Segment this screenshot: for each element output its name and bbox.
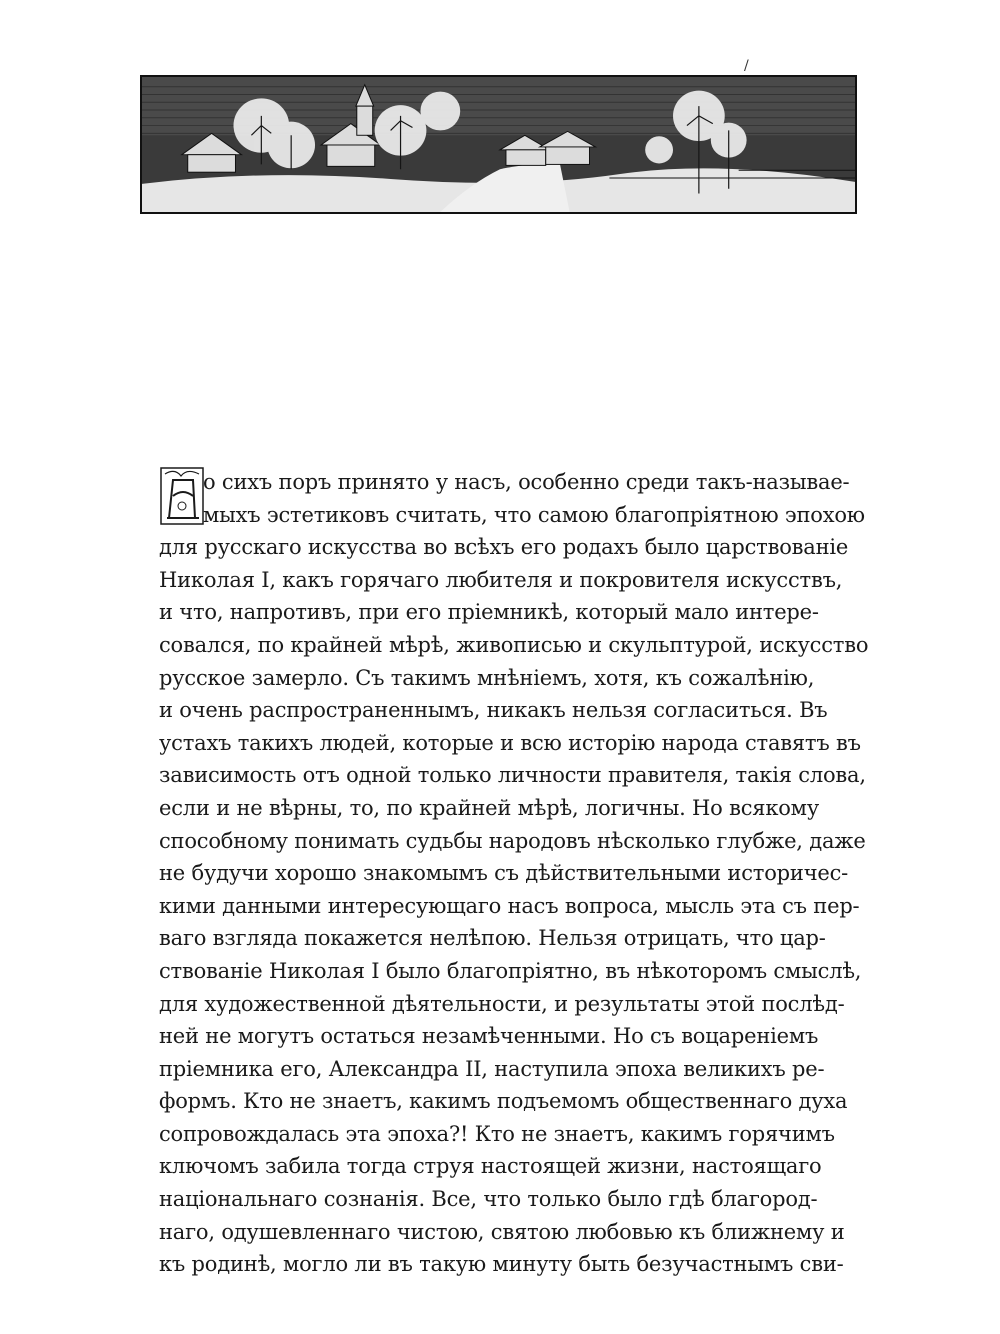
text-line: способному понимать судьбы народовъ нѣсколько глубже, даже xyxy=(159,828,866,853)
text-line: и очень распространеннымъ, никакъ нельзя согласиться. Въ xyxy=(159,698,828,723)
text-line: о сихъ поръ принято у насъ, особенно среди такъ-называе- xyxy=(203,470,850,494)
text-line: ствованіе Николая I было благопріятно, въ нѣкоторомъ смыслѣ, xyxy=(159,958,862,983)
text-line: наго, одушевленнаго чистою, святою любовью къ ближнему и xyxy=(159,1219,845,1244)
text-line: устахъ такихъ людей, которые и всю исторію народа ставятъ въ xyxy=(159,730,861,755)
text-line: національнаго сознанія. Все, что только было гдѣ благород- xyxy=(159,1187,818,1212)
text-line: ваго взгляда покажется нелѣпою. Нельзя отрицать, что цар- xyxy=(159,926,826,951)
engraved-headpiece-winter-village xyxy=(140,75,857,214)
text-line: для русскаго искусства во всѣхъ его родахъ было царствованіе xyxy=(159,535,849,560)
text-line: пріемника его, Александра II, наступила эпоха великихъ ре- xyxy=(159,1056,825,1081)
text-line: совался, по крайней мѣрѣ, живописью и скульптурой, искусство xyxy=(159,632,869,657)
text-line: зависимость отъ одной только личности правителя, такія слова, xyxy=(159,763,866,788)
stray-mark: / xyxy=(744,58,749,74)
text-line: русское замерло. Съ такимъ мнѣніемъ, хотя, къ сожалѣнію, xyxy=(159,665,815,690)
headpiece-illustration xyxy=(142,77,855,212)
text-line: сопровождалась эта эпоха?! Кто не знаетъ, какимъ горячимъ xyxy=(159,1121,835,1146)
text-line: мыхъ эстетиковъ считать, что самою благопріятною эпохою xyxy=(203,502,865,527)
text-line: если и не вѣрны, то, по крайней мѣрѣ, логичны. Но всякому xyxy=(159,795,819,820)
text-line: формъ. Кто не знаетъ, какимъ подъемомъ общественнаго духа xyxy=(159,1089,848,1114)
text-line: для художественной дѣятельности, и результаты этой послѣд- xyxy=(159,991,845,1016)
text-line: не будучи хорошо знакомымъ съ дѣйствительными историчес- xyxy=(159,861,849,886)
text-line: и что, напротивъ, при его пріемникѣ, который мало интере- xyxy=(159,600,819,625)
text-line: Николая I, какъ горячаго любителя и покровителя искусствъ, xyxy=(159,567,843,592)
body-text xyxy=(159,470,869,1285)
text-line: къ родинѣ, могло ли въ такую минуту быть безучастнымъ сви- xyxy=(159,1252,844,1277)
text-line: кими данными интересующаго насъ вопроса, мысль эта съ пер- xyxy=(159,893,860,918)
text-line: ключомъ забила тогда струя настоящей жизни, настоящаго xyxy=(159,1154,822,1179)
text-line: ней не могутъ остаться незамѣченными. Но съ воцареніемъ xyxy=(159,1024,819,1049)
